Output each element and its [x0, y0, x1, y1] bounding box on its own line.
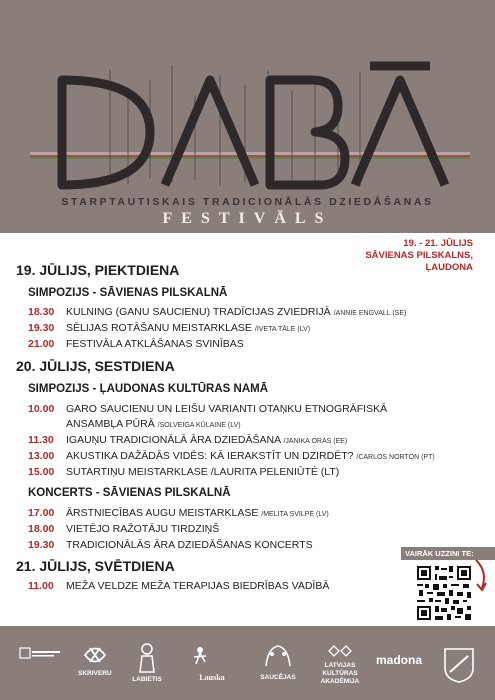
qr-code[interactable] [405, 562, 495, 624]
event-time: 17.00 [28, 507, 55, 519]
event-time: 10.00 [28, 403, 55, 415]
saucejas-bird-icon [258, 642, 298, 672]
more-info-label: VAIRĀK UZZINI TE: [401, 547, 495, 560]
event-person: /ANNIE ENGVALL (SE) [333, 310, 407, 317]
festival-town: ĻAUDONA [425, 262, 473, 273]
sponsor-logo-lka[interactable] [312, 642, 368, 686]
event-title: ĀRSTNIECĪBAS AUGU MEISTARKLASE [66, 507, 259, 519]
day3-heading: 21. JŪLIJS, SVĒTDIENA [16, 558, 175, 574]
schedule-row [28, 507, 329, 519]
sponsor-name: LATVIJAS KULTŪRAS AKADĒMIJA [320, 662, 360, 685]
qr-code-icon [413, 564, 475, 622]
schedule-row [28, 306, 406, 318]
day1-section: SIMPOZIJS - SĀVIENAS PILSKALNĀ [28, 287, 228, 299]
event-title: AKUSTIKA DAŽĀDĀS VIDĒS: KĀ IERAKSTĪT UN DZIRDĒT? [66, 450, 354, 462]
event-time: 11.30 [28, 434, 54, 446]
schedule-row [28, 466, 339, 478]
day2-section2: KONCERTS - SĀVIENAS PILSKALNĀ [28, 487, 231, 499]
lauska-dancer-icon [190, 642, 234, 672]
schedule-row [28, 322, 310, 334]
event-time: 19.30 [28, 322, 55, 334]
lka-ornament-icon [327, 642, 353, 660]
sponsor-logo-labietis[interactable] [132, 642, 162, 684]
day2-section1: SIMPOZIJS - ĻAUDONAS KULTŪRAS NAMĀ [28, 383, 269, 395]
sponsor-name: SKRIVERU [78, 670, 112, 677]
schedule-row [28, 580, 329, 592]
event-title: VIETĒJO RAŽOTĀJU TIRDZIŅŠ [66, 523, 220, 535]
sponsor-name: LABIETIS [132, 676, 162, 683]
schedule-row [28, 523, 219, 535]
day2-heading: 20. JŪLIJS, SESTDIENA [16, 358, 175, 374]
event-time: 18.00 [28, 523, 55, 535]
sponsor-logo-madona[interactable] [376, 653, 423, 667]
schedule-row [28, 539, 313, 551]
event-person: /SOLVEIGA KŪLAINE (LV) [157, 422, 241, 429]
schedule-row [28, 434, 347, 446]
event-title-continued: ANSAMBĻA PŪRĀ [66, 418, 155, 430]
event-person: /MELITA SVILPE (LV) [261, 511, 329, 518]
event-person: /JANIKA ORAS (EE) [283, 438, 348, 445]
event-person: /CARLOS NORTON (PT) [356, 454, 435, 461]
sponsor-footer [0, 626, 495, 700]
sponsor-logo-saucejas[interactable] [258, 642, 298, 682]
schedule-row [28, 403, 387, 415]
event-time: 18.30 [28, 306, 55, 318]
event-time: 13.00 [28, 450, 55, 462]
date-place-block [365, 238, 473, 274]
event-person: /IVETA TĀLE (LV) [254, 326, 311, 333]
sponsor-name: madona [376, 653, 423, 667]
event-time: 11.00 [28, 580, 54, 592]
schedule-row [28, 450, 435, 462]
sponsor-logo-coat-of-arms[interactable] [442, 646, 476, 686]
sponsor-logo-skriveru[interactable] [78, 642, 112, 678]
festival-place: SĀVIENAS PILSKALNS, [365, 250, 473, 261]
festival-subtitle: STARPTAUTISKAIS TRADICIONĀLĀS DZIEDĀŠANAS [61, 196, 434, 208]
labietis-figure-icon [132, 642, 162, 674]
sponsor-logo-lauska[interactable] [190, 642, 234, 683]
festival-header [0, 0, 495, 233]
sponsor-name: SAUCĒJAS [260, 674, 296, 681]
sponsor-name: Lauska [199, 673, 225, 682]
skriveru-knot-icon [80, 642, 110, 668]
event-time: 21.00 [28, 338, 55, 350]
festival-word: FESTIVĀLS [162, 210, 333, 227]
event-time: 19.30 [28, 539, 55, 551]
event-title: GARO SAUCIENU UN LEIŠU VARIANTI OTAŅKU ETNOGRĀFISKĀ [66, 403, 388, 415]
event-time: 15.00 [28, 466, 55, 478]
day1-heading: 19. JŪLIJS, PIEKTDIENA [16, 262, 180, 278]
coat-of-arms-icon [442, 646, 476, 684]
festival-dates: 19. - 21. JŪLIJS [403, 238, 473, 249]
event-title: FESTIVĀLA ATKLĀŠANAS SVINĪBAS [66, 338, 244, 350]
ministry-logo-icon [18, 642, 62, 668]
event-title: TRADICIONĀLĀS ĀRA DZIEDĀŠANAS KONCERTS [66, 539, 313, 551]
event-title: SUTARTIŅU MEISTARKLASE /LAURITA PELENIŪTĖ (LT) [66, 466, 340, 478]
event-title: KULNING (GANU SAUCIENU) TRADĪCIJAS ZVIEDRIJĀ [66, 306, 331, 318]
event-title: SĒLIJAS ROTĀŠANU MEISTARKLASE [66, 322, 252, 334]
sponsor-logo[interactable] [18, 642, 62, 670]
event-title: MEŽA VELDZE MEŽA TERAPIJAS BIEDRĪBAS VADĪBĀ [66, 580, 330, 592]
schedule-row-continued [66, 418, 241, 430]
event-title: IGAUŅU TRADICIONĀLĀ ĀRA DZIEDĀŠANA [66, 434, 281, 446]
schedule-row [28, 338, 244, 350]
